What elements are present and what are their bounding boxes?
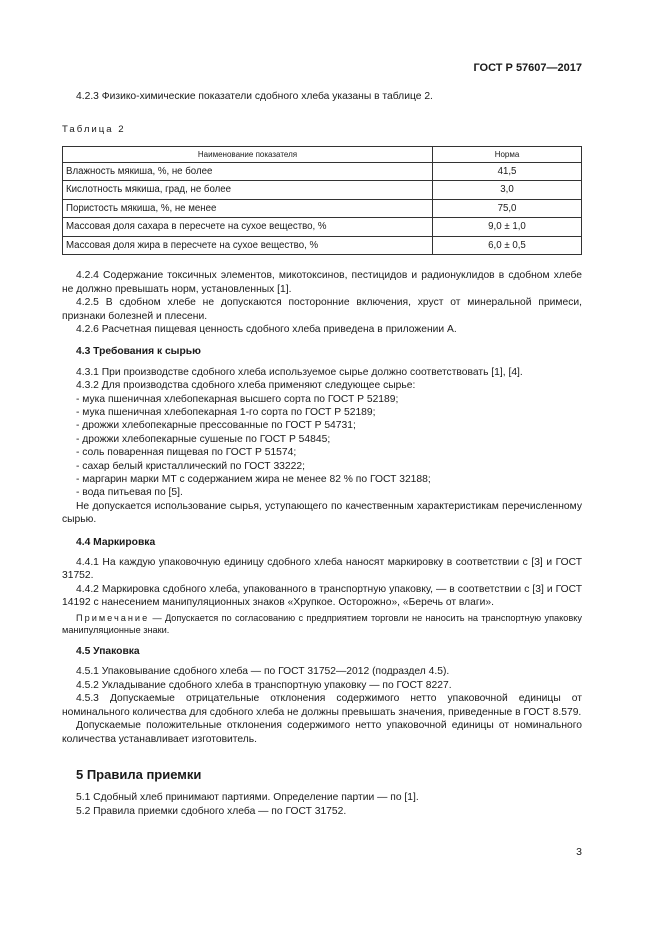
table-header-norm: Норма (433, 146, 582, 162)
table-header-row (63, 146, 582, 162)
table-cell-value: 41,5 (433, 162, 582, 181)
section-title-5: 5 Правила приемки (76, 766, 202, 782)
list-item: - дрожжи хлебопекарные прессованные по ГОСТ Р 54731; (76, 420, 356, 432)
note-text: — Допускается по согласованию с предприятием торговли не наносить на транспортную упаковку манипуляционные знаки. (62, 612, 582, 635)
document-content (62, 90, 582, 818)
section-title-4-5: 4.5 Упаковка (76, 646, 140, 658)
table-cell-value: 9,0 ± 1,0 (433, 218, 582, 237)
table-cell-value: 3,0 (433, 181, 582, 200)
paragraph-5-1: 5.1 Сдобный хлеб принимают партиями. Определение партии — по [1]. (76, 792, 419, 804)
table-row (63, 199, 582, 218)
table-cell-name: Влажность мякиша, %, не более (63, 162, 433, 181)
table-cell-value: 75,0 (433, 199, 582, 218)
table-cell-name: Массовая доля сахара в пересчете на сухое вещество, % (63, 218, 433, 237)
section-title-4-4: 4.4 Маркировка (76, 536, 156, 548)
table-cell-name: Массовая доля жира в пересчете на сухое вещество, % (63, 236, 433, 255)
list-item: - мука пшеничная хлебопекарная высшего сорта по ГОСТ Р 52189; (76, 393, 399, 405)
paragraph-4-3-1: 4.3.1 При производстве сдобного хлеба используемое сырье должно соответствовать [1], [4]. (76, 366, 523, 378)
paragraph-4-2-6: 4.2.6 Расчетная пищевая ценность сдобного хлеба приведена в приложении А. (76, 323, 457, 335)
table-cell-name: Кислотность мякиша, град, не более (63, 181, 433, 200)
table-cell-name: Пористость мякиша, %, не менее (63, 199, 433, 218)
paragraph-5-2: 5.2 Правила приемки сдобного хлеба — по ГОСТ 31752. (76, 805, 347, 817)
list-item: - дрожжи хлебопекарные сушеные по ГОСТ Р 54845; (76, 433, 331, 445)
table-caption: Таблица 2 (62, 124, 126, 136)
table-row (63, 218, 582, 237)
paragraph-4-4-1: 4.4.1 На каждую упаковочную единицу сдобного хлеба наносят маркировку в соответствии с [3] и ГОСТ 31752. (62, 557, 582, 582)
paragraph-4-2-3: 4.2.3 Физико-химические показатели сдобного хлеба указаны в таблице 2. (76, 91, 433, 102)
paragraph-4-3-2: 4.3.2 Для производства сдобного хлеба применяют следующее сырье: (76, 380, 416, 392)
note (62, 612, 582, 636)
list-item: - сахар белый кристаллический по ГОСТ 33222; (76, 460, 305, 472)
standard-header: ГОСТ Р 57607—2017 (473, 62, 582, 74)
table-row (63, 236, 582, 255)
table-header-name: Наименование показателя (63, 146, 433, 162)
paragraph-4-5-3: 4.5.3 Допускаемые отрицательные отклонения содержимого нетто упаковочной единицы от номинального количества для сдобного хлеба не должны превышать значения, приведенные в ГОСТ 8.579. (62, 693, 582, 718)
list-item: - мука пшеничная хлебопекарная 1-го сорта по ГОСТ Р 52189; (76, 406, 376, 418)
note-label: Примечание (76, 612, 150, 623)
list-item: - вода питьевая по [5]. (76, 487, 183, 499)
paragraph-4-2-5: 4.2.5 В сдобном хлебе не допускаются посторонние включения, хруст от минеральной примеси, признаки болезней и плесени. (62, 297, 582, 322)
table-row (63, 181, 582, 200)
section-title-4-3: 4.3 Требования к сырью (76, 346, 201, 358)
paragraph-positive-deviations: Допускаемые положительные отклонения содержимого нетто упаковочной единицы от номинального количества устанавливает изготовитель. (62, 720, 582, 745)
paragraph-raw-materials-note: Не допускается использование сырья, уступающего по качественным характеристикам перечисленному сырью. (62, 500, 582, 526)
paragraph-4-4-2: 4.4.2 Маркировка сдобного хлеба, упакованного в транспортную упаковку, — в соответствии с [3] и ГОСТ 14192 с нанесением манипуляционных знаков «Хрупкое. Осторожно», «Беречь от влаги». (62, 583, 582, 609)
table-2 (62, 146, 582, 256)
list-item: - маргарин марки МТ с содержанием жира не менее 82 % по ГОСТ 32188; (76, 474, 431, 485)
table-cell-value: 6,0 ± 0,5 (433, 236, 582, 255)
table-row (63, 162, 582, 181)
paragraph-4-5-2: 4.5.2 Укладывание сдобного хлеба в транспортную упаковку — по ГОСТ 8227. (76, 679, 452, 691)
paragraph-4-5-1: 4.5.1 Упаковывание сдобного хлеба — по ГОСТ 31752—2012 (подраздел 4.5). (76, 666, 450, 678)
paragraph-4-2-4: 4.2.4 Содержание токсичных элементов, микотоксинов, пестицидов и радионуклидов в сдобном хлебе не должно превышать норм, установленных [1]. (62, 270, 582, 295)
list-item: - соль поваренная пищевая по ГОСТ Р 51574; (76, 447, 297, 459)
page-number: 3 (576, 846, 582, 858)
